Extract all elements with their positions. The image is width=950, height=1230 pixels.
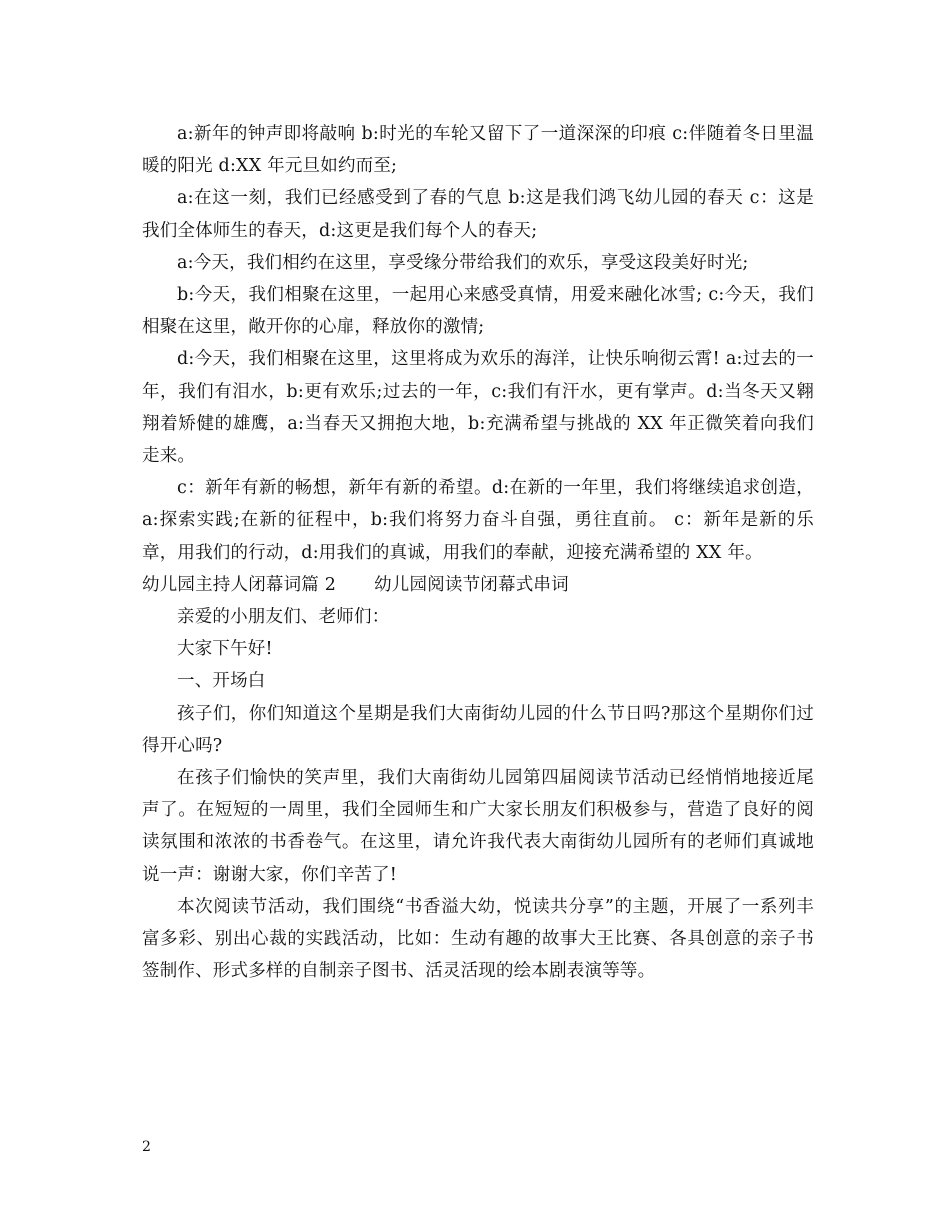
section-heading bbox=[142, 569, 814, 601]
paragraph-children-question: 孩子们，你们知道这个星期是我们大南街幼儿园的什么节日吗?那这个星期你们过得开心吗? bbox=[142, 703, 814, 756]
page-number: 2 bbox=[142, 1139, 151, 1155]
paragraph-past-year: d:今天，我们相聚在这里，这里将成为欢乐的海洋，让快乐响彻云霄! a:过去的一年，我们有泪水，b:更有欢乐;过去的一年，c:我们有汗水，更有掌声。d:当冬天又翱翔着矫健的雄鹰，a:当春天又拥抱大地，b:充满希望与挑战的 XX 年正微笑着向我们走来。 bbox=[142, 349, 814, 467]
paragraph-gather-today: b:今天，我们相聚在这里，一起用心来感受真情，用爱来融化冰雪; c:今天，我们相聚在这里，敞开你的心扉，释放你的激情; bbox=[142, 285, 814, 338]
paragraph-meet-today: a:今天，我们相约在这里，享受缘分带给我们的欢乐，享受这段美好时光; bbox=[177, 252, 749, 273]
paragraph-activities-summary: 本次阅读节活动，我们围绕“书香溢大幼，悦读共分享”的主题，开展了一系列丰富多彩、别出心裁的实践活动，比如：生动有趣的故事大王比赛、各具创意的亲子书签制作、形式多样的自制亲子图书、活灵活现的绘本剧表演等等。 bbox=[142, 896, 814, 982]
section-heading-title: 幼儿园主持人闭幕词篇 2 bbox=[142, 574, 337, 595]
paragraph-reading-festival-ending: 在孩子们愉快的笑声里，我们大南街幼儿园第四届阅读节活动已经悄悄地接近尾声了。在短短的一周里，我们全园师生和广大家长朋友们积极参与，营造了良好的阅读氛围和浓浓的书香卷气。在这里，请允许我代表大南街幼儿园所有的老师们真诚地说一声：谢谢大家，你们辛苦了! bbox=[142, 768, 814, 885]
paragraph-opening-label: 一、开场白 bbox=[177, 671, 266, 692]
paragraph-new-year-bell: a:新年的钟声即将敲响 b:时光的车轮又留下了一道深深的印痕 c:伴随着冬日里温暖的阳光 d:XX 年元旦如约而至; bbox=[142, 124, 814, 177]
paragraph-new-hope: c：新年有新的畅想，新年有新的希望。d:在新的一年里，我们将继续追求创造，a:探索实践;在新的征程中，b:我们将努力奋斗自强，勇往直前。 c：新年是新的乐章，用我们的行动，d:用我们的真诚，用我们的奉献，迎接充满希望的 XX 年。 bbox=[142, 478, 814, 563]
paragraph-spring-breath: a:在这一刻，我们已经感受到了春的气息 b:这是我们鸿飞幼儿园的春天 c：这是我们全体师生的春天，d:这更是我们每个人的春天; bbox=[142, 188, 814, 241]
document-page bbox=[142, 118, 814, 987]
section-heading-subtitle: 幼儿园阅读节闭幕式串词 bbox=[374, 574, 569, 595]
paragraph-greeting-audience: 亲爱的小朋友们、老师们： bbox=[177, 607, 390, 628]
paragraph-good-afternoon: 大家下午好! bbox=[177, 639, 273, 660]
